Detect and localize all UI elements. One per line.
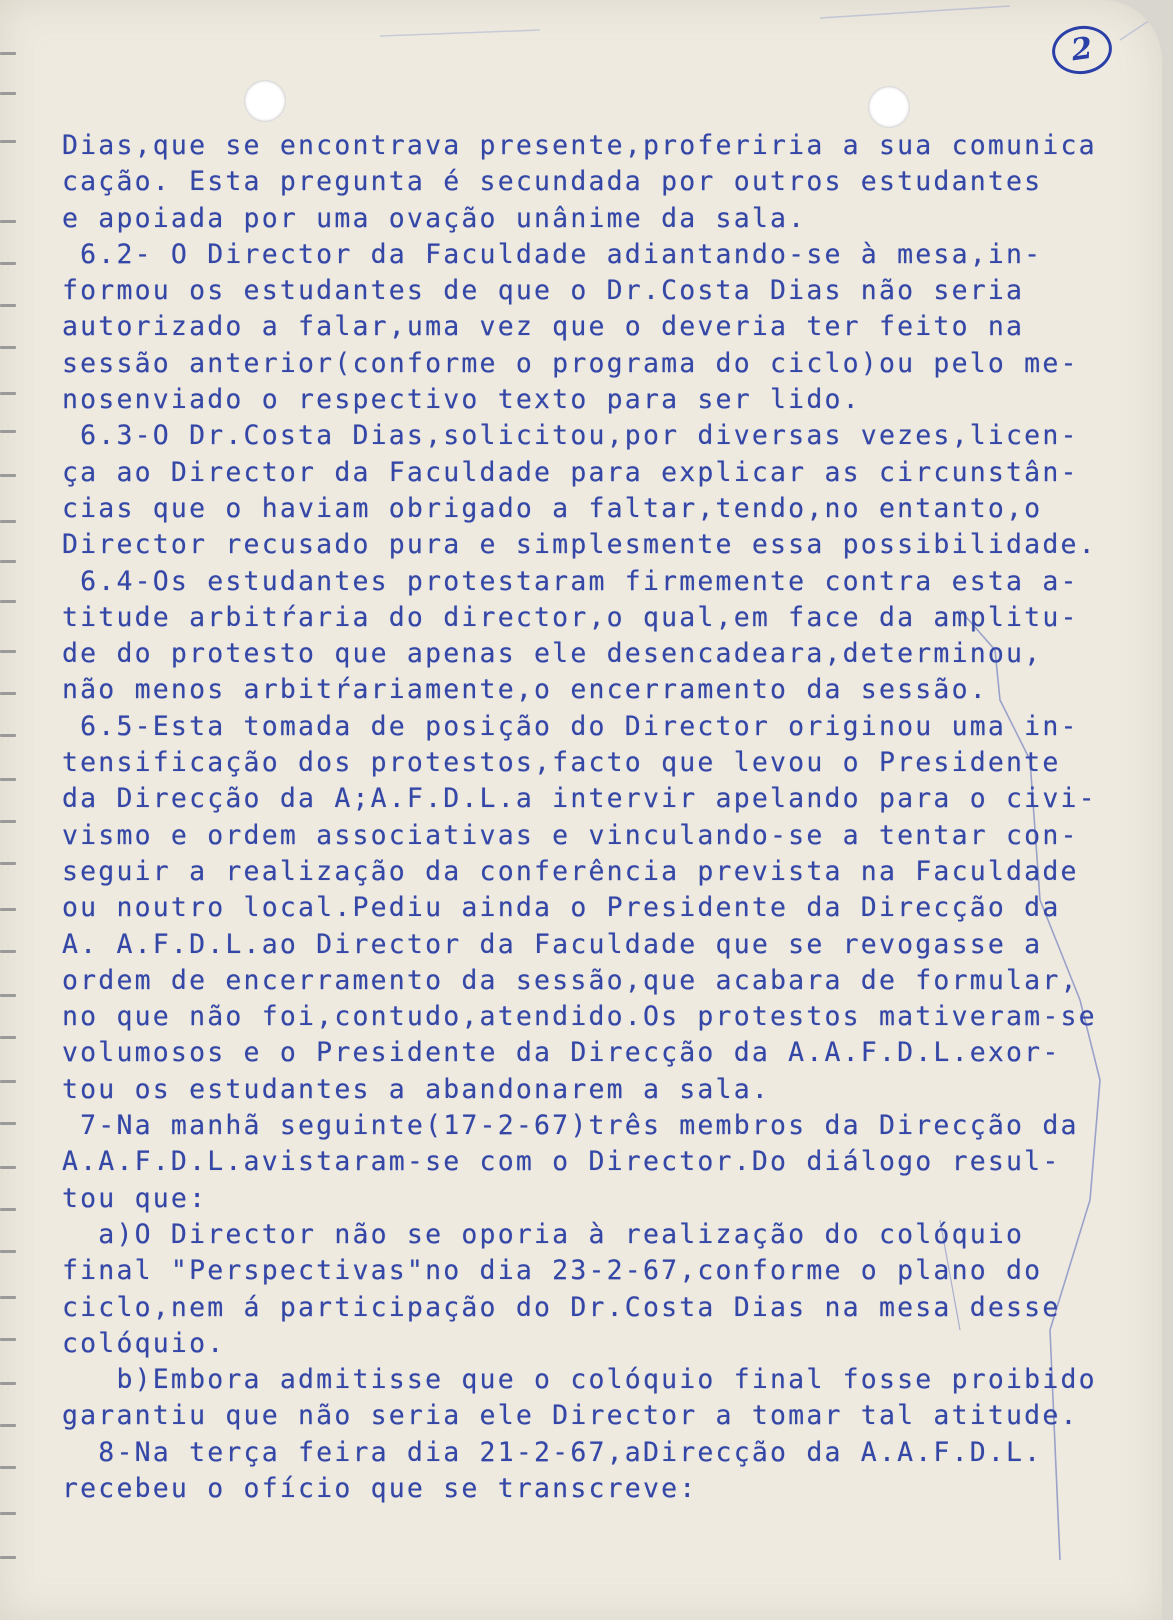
text-line: A.A.F.D.L.avistaram-se com o Director.Do diálogo resul- — [62, 1146, 1061, 1178]
text-line: a)O Director não se oporia à realização do colóquio — [62, 1218, 1025, 1250]
text-line: tou que: — [62, 1182, 208, 1214]
text-line: A. A.F.D.L.ao Director da Faculdade que se revogasse a — [62, 928, 1043, 960]
text-line: Dias,que se encontrava presente,proferiria a sua comunica — [62, 130, 1097, 161]
page-number: 2 — [1049, 22, 1115, 78]
text-line: recebeu o ofício que se transcreve: — [62, 1472, 698, 1504]
text-line: sessão anterior(conforme o programa do ciclo)ou pelo me- — [62, 347, 1079, 379]
text-line: tensificação dos protestos,facto que levou o Presidente — [62, 747, 1061, 779]
text-line: tou os estudantes a abandonarem a sala. — [62, 1073, 771, 1105]
text-line: seguir a realização da conferência prevista na Faculdade — [62, 855, 1079, 887]
text-line: garantiu que não seria ele Director a tomar tal atitude. — [62, 1400, 1079, 1432]
text-line: b)Embora admitisse que o colóquio final fosse proibido — [62, 1364, 1097, 1396]
text-line: 6.5-Esta tomada de posição do Director originou uma in- — [62, 710, 1079, 742]
text-line: ciclo,nem á participação do Dr.Costa Dias na mesa desse — [62, 1291, 1061, 1323]
text-line: cias que o haviam obrigado a faltar,tendo,no entanto,o — [62, 492, 1043, 524]
typewritten-body — [62, 128, 1142, 1507]
punch-hole-right — [868, 86, 910, 128]
text-line: no que não foi,contudo,atendido.Os protestos mativeram-se — [62, 1001, 1097, 1033]
text-line: 8-Na terça feira dia 21-2-67,aDirecção da A.A.F.D.L. — [62, 1436, 1043, 1468]
text-line: autorizado a falar,uma vez que o deveria ter feito na — [62, 311, 1025, 343]
text-line: formou os estudantes de que o Dr.Costa Dias não seria — [62, 275, 1025, 307]
text-line: cação. Esta pregunta é secundada por outros estudantes — [62, 166, 1043, 198]
text-line: final "Perspectivas"no dia 23-2-67,conforme o plano do — [62, 1255, 1043, 1287]
text-line: e apoiada por uma ovação unânime da sala. — [62, 202, 807, 234]
text-line: nosenviado o respectivo texto para ser lido. — [62, 384, 861, 416]
text-line: vismo e ordem associativas e vinculando-se a tentar con- — [62, 819, 1079, 851]
punch-hole-left — [244, 80, 286, 122]
text-line: colóquio. — [62, 1327, 226, 1359]
text-line: Director recusado pura e simplesmente essa possibilidade. — [62, 529, 1097, 561]
text-line: volumosos e o Presidente da Direcção da A.A.F.D.L.exor- — [62, 1037, 1061, 1069]
text-line: 6.4-Os estudantes protestaram firmemente contra esta a- — [62, 565, 1079, 597]
text-line: 7-Na manhã seguinte(17-2-67)três membros da Direcção da — [62, 1110, 1079, 1142]
text-line: não menos arbitŕariamente,o encerramento da sessão. — [62, 674, 988, 706]
text-line: ou noutro local.Pediu ainda o Presidente da Direcção da — [62, 892, 1061, 924]
text-line: da Direcção da A;A.F.D.L.a intervir apelando para o civi- — [62, 783, 1097, 815]
text-line: de do protesto que apenas ele desencadeara,determinou, — [62, 638, 1043, 670]
text-line: 6.3-O Dr.Costa Dias,solicitou,por diversas vezes,licen- — [62, 420, 1079, 452]
text-line: titude arbitŕaria do director,o qual,em face da amplitu- — [62, 601, 1079, 633]
text-line: ça ao Director da Faculdade para explicar as circunstân- — [62, 456, 1079, 488]
text-line: ordem de encerramento da sessão,que acabara de formular, — [62, 964, 1079, 996]
text-line: 6.2- O Director da Faculdade adiantando-se à mesa,in- — [62, 238, 1043, 270]
